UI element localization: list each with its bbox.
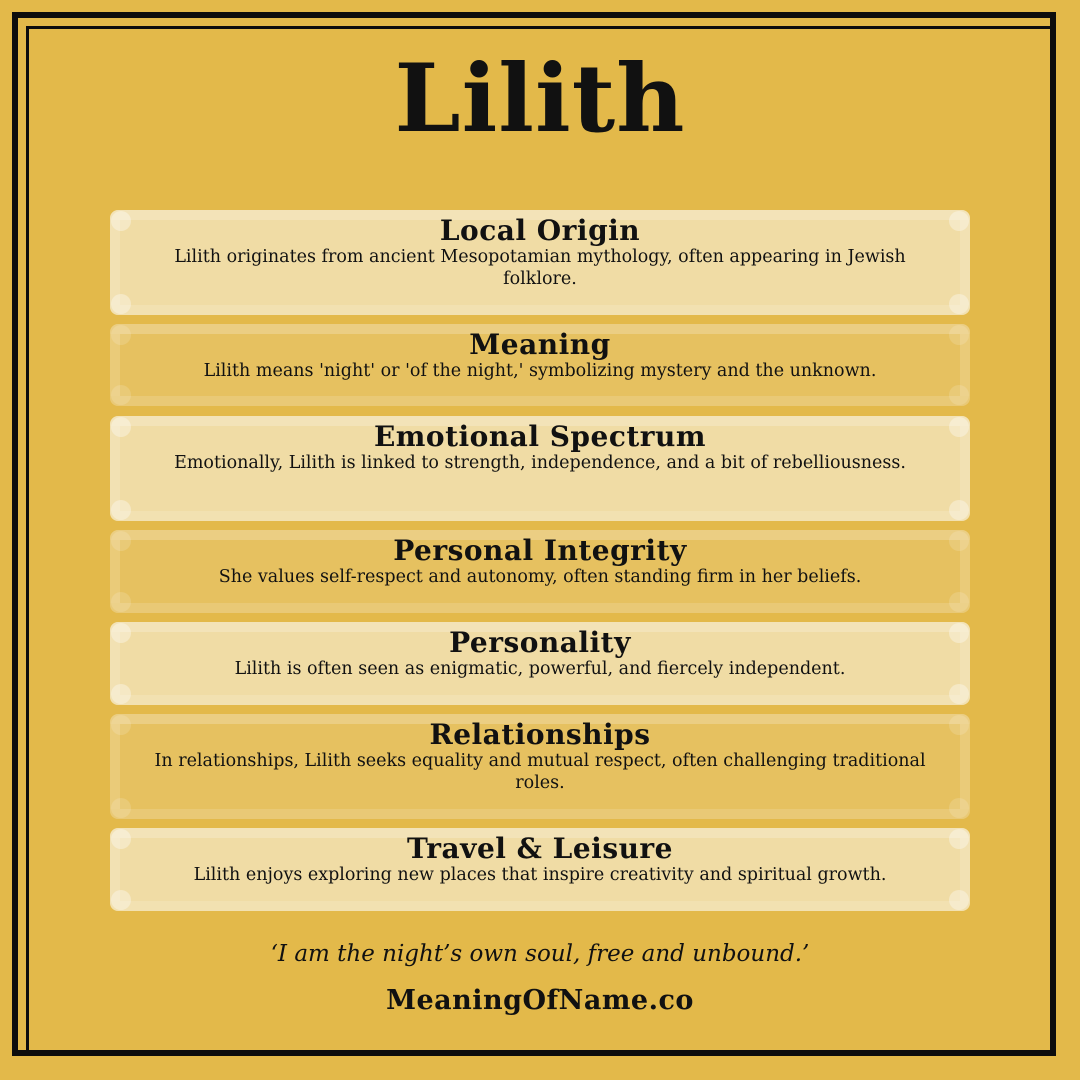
section-heading: Personality (449, 626, 631, 659)
corner-dot (949, 294, 969, 314)
corner-dot (949, 500, 969, 520)
corner-dot (111, 385, 131, 405)
section-text: Lilith means 'night' or 'of the night,' symbolizing mystery and the unknown. (203, 361, 877, 381)
corner-dot (949, 684, 969, 704)
section-card-local-origin (110, 210, 970, 315)
section-card-emotional-spectrum (110, 416, 970, 521)
quote-text: ‘I am the night’s own soul, free and unbound.’ (270, 941, 810, 967)
corner-dot (111, 294, 131, 314)
section-heading: Personal Integrity (393, 534, 687, 567)
section-card-meaning (110, 324, 970, 406)
section-heading: Travel & Leisure (406, 832, 673, 865)
section-text: In relationships, Lilith seeks equality and mutual respect, often challenging traditional roles. (154, 751, 926, 793)
section-text: Emotionally, Lilith is linked to strength, independence, and a bit of rebelliousness. (174, 453, 906, 473)
section-text: Lilith enjoys exploring new places that inspire creativity and spiritual growth. (193, 865, 887, 885)
section-text: She values self-respect and autonomy, often standing firm in her beliefs. (218, 567, 862, 587)
corner-dot (111, 500, 131, 520)
corner-dot (111, 890, 131, 910)
section-card-relationships (110, 714, 970, 819)
corner-dot (111, 684, 131, 704)
section-text: Lilith is often seen as enigmatic, powerful, and fiercely independent. (234, 659, 846, 679)
section-card-personality (110, 622, 970, 705)
section-card-personal-integrity (110, 530, 970, 613)
corner-dot (111, 592, 131, 612)
corner-dot (111, 798, 131, 818)
section-heading: Meaning (469, 328, 611, 361)
corner-dot (949, 798, 969, 818)
section-card-travel-leisure (110, 828, 970, 911)
corner-dot (949, 385, 969, 405)
section-text: Lilith originates from ancient Mesopotamian mythology, often appearing in Jewish folklore. (174, 247, 906, 289)
section-heading: Local Origin (439, 214, 641, 247)
corner-dot (949, 592, 969, 612)
section-heading: Relationships (429, 718, 651, 751)
page-title: Lilith (394, 44, 686, 154)
corner-dot (949, 890, 969, 910)
section-heading: Emotional Spectrum (373, 420, 707, 453)
site-name: MeaningOfName.co (386, 985, 694, 1016)
